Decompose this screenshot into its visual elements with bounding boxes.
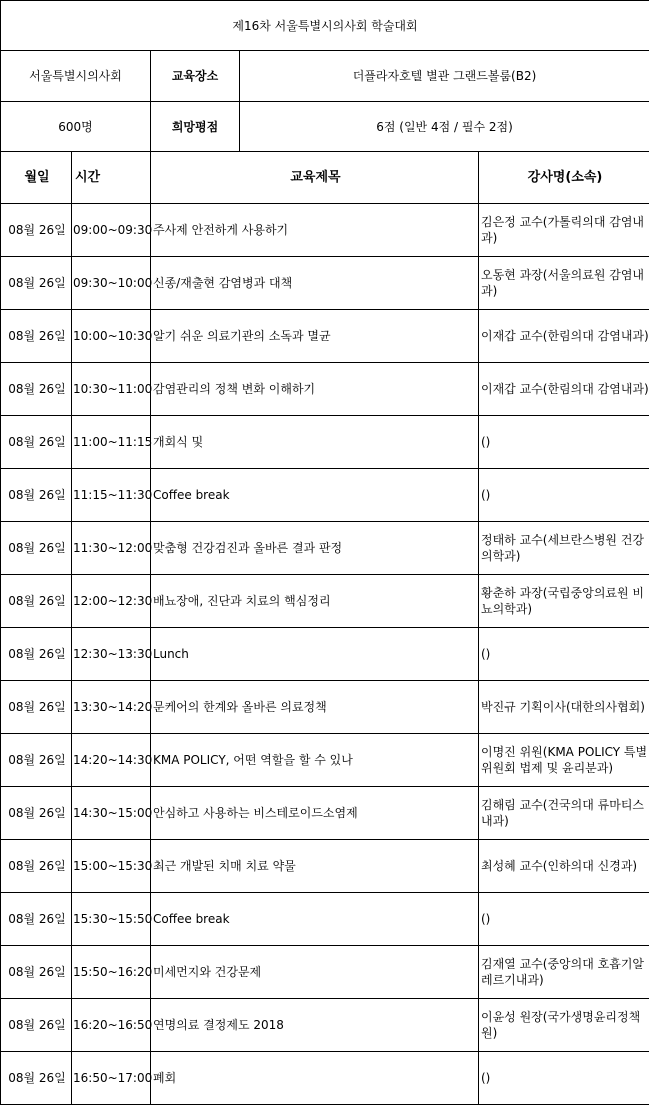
session-speaker: 이윤성 원장(국가생명윤리정책원) [479,999,649,1052]
schedule-row [1,840,649,893]
session-speaker: 박진규 기획이사(대한의사협회) [479,681,649,734]
session-time: 10:00~10:30 [72,310,151,363]
session-speaker: 정태하 교수(세브란스병원 건강의학과) [479,522,649,575]
points-value: 6점 (일반 4점 / 필수 2점) [240,102,649,152]
schedule-row [1,681,649,734]
session-title: 감염관리의 정책 변화 이해하기 [151,363,479,416]
session-time: 15:30~15:50 [72,893,151,946]
session-date: 08월 26일 [1,257,72,310]
session-date: 08월 26일 [1,734,72,787]
column-header-row [1,152,649,204]
session-title: Coffee break [151,469,479,522]
session-speaker: () [479,628,649,681]
schedule-row [1,257,649,310]
session-date: 08월 26일 [1,204,72,257]
session-title: Coffee break [151,893,479,946]
session-date: 08월 26일 [1,575,72,628]
session-date: 08월 26일 [1,416,72,469]
session-speaker: () [479,469,649,522]
schedule-table [0,151,649,1105]
session-title: 안심하고 사용하는 비스테로이드소염제 [151,787,479,840]
session-time: 15:00~15:30 [72,840,151,893]
column-header-title: 교육제목 [151,152,479,204]
session-title: 미세먼지와 건강문제 [151,946,479,999]
session-title: 최근 개발된 치매 치료 약물 [151,840,479,893]
session-time: 15:50~16:20 [72,946,151,999]
session-time: 09:00~09:30 [72,204,151,257]
session-time: 16:20~16:50 [72,999,151,1052]
session-date: 08월 26일 [1,681,72,734]
session-time: 14:30~15:00 [72,787,151,840]
schedule-row [1,734,649,787]
session-time: 11:30~12:00 [72,522,151,575]
session-speaker: 김해림 교수(건국의대 류마티스내과) [479,787,649,840]
session-date: 08월 26일 [1,522,72,575]
session-time: 13:30~14:20 [72,681,151,734]
session-title: 주사제 안전하게 사용하기 [151,204,479,257]
session-time: 11:00~11:15 [72,416,151,469]
session-date: 08월 26일 [1,893,72,946]
schedule-row [1,628,649,681]
venue-label: 교육장소 [151,51,240,102]
session-title: 연명의료 결정제도 2018 [151,999,479,1052]
session-speaker: 김재열 교수(중앙의대 호흡기알레르기내과) [479,946,649,999]
venue-row [1,51,649,102]
schedule-row [1,204,649,257]
session-date: 08월 26일 [1,840,72,893]
session-speaker: 오동현 과장(서울의료원 감염내과) [479,257,649,310]
schedule-row [1,946,649,999]
session-title: 알기 쉬운 의료기관의 소독과 멸균 [151,310,479,363]
session-speaker: () [479,1052,649,1105]
event-header-table [0,0,649,152]
capacity-cell: 600명 [1,102,151,152]
points-label: 희망평점 [151,102,240,152]
session-title: KMA POLICY, 어떤 역할을 할 수 있나 [151,734,479,787]
session-time: 12:00~12:30 [72,575,151,628]
session-date: 08월 26일 [1,628,72,681]
session-time: 11:15~11:30 [72,469,151,522]
session-title: 배뇨장애, 진단과 치료의 핵심정리 [151,575,479,628]
session-speaker: 김은정 교수(가톨릭의대 감염내과) [479,204,649,257]
session-date: 08월 26일 [1,946,72,999]
session-speaker: 이재갑 교수(한림의대 감염내과) [479,363,649,416]
session-speaker: 이명진 위원(KMA POLICY 특별위원회 법제 및 윤리분과) [479,734,649,787]
session-time: 09:30~10:00 [72,257,151,310]
column-header-speaker: 강사명(소속) [479,152,649,204]
session-date: 08월 26일 [1,999,72,1052]
session-date: 08월 26일 [1,787,72,840]
session-date: 08월 26일 [1,469,72,522]
session-title: 신종/재출현 감염병과 대책 [151,257,479,310]
session-time: 10:30~11:00 [72,363,151,416]
session-title: 개회식 및 [151,416,479,469]
session-title: 폐회 [151,1052,479,1105]
session-speaker: 최성혜 교수(인하의대 신경과) [479,840,649,893]
schedule-row [1,310,649,363]
session-date: 08월 26일 [1,1052,72,1105]
organizer-cell: 서울특별시의사회 [1,51,151,102]
session-speaker: 황춘하 과장(국립중앙의료원 비뇨의학과) [479,575,649,628]
session-time: 16:50~17:00 [72,1052,151,1105]
session-speaker: () [479,416,649,469]
session-title: 문케어의 한계와 올바른 의료정책 [151,681,479,734]
schedule-row [1,999,649,1052]
schedule-row [1,575,649,628]
session-date: 08월 26일 [1,363,72,416]
session-title: 맞춤형 건강검진과 올바른 결과 판정 [151,522,479,575]
session-title: Lunch [151,628,479,681]
points-row [1,102,649,152]
session-speaker: 이재갑 교수(한림의대 감염내과) [479,310,649,363]
session-date: 08월 26일 [1,310,72,363]
schedule-row [1,469,649,522]
event-title: 제16차 서울특별시의사회 학술대회 [1,1,649,51]
schedule-row [1,787,649,840]
venue-value: 더플라자호텔 별관 그랜드볼룸(B2) [240,51,649,102]
session-speaker: () [479,893,649,946]
session-time: 14:20~14:30 [72,734,151,787]
schedule-row [1,522,649,575]
session-time: 12:30~13:30 [72,628,151,681]
schedule-row [1,1052,649,1105]
schedule-row [1,363,649,416]
column-header-date: 월일 [1,152,72,204]
schedule-row [1,893,649,946]
title-row [1,1,649,51]
column-header-time: 시간 [72,152,151,204]
schedule-row [1,416,649,469]
